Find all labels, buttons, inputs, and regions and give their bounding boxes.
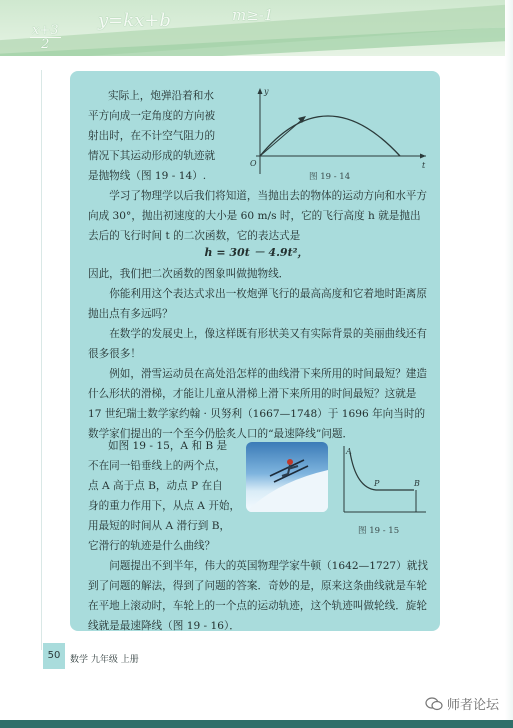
- equation-h: h = 30t － 4.9t²，: [204, 246, 309, 259]
- paragraph-newton: 问题提出不到半年，伟大的英国物理学家牛顿（1642—1727）就找到了问题的解法，得到了问题的答案．奇妙的是，原来这条曲线就是车轮在平地上滚动时，车轮上的一个点的运动轨迹，这个轨迹叫做轮线．旋轮线就是最速降线（图 19 - 16）．: [88, 560, 428, 632]
- fig14-y-label: y: [264, 87, 269, 96]
- paragraph-brachistochrone: 例如，滑雪运动员在高处沿怎样的曲线滑下来所用的时间最短？建造什么形状的滑梯，才能让儿童从滑梯上滑下来所用的时间最短？这就是 17 世纪瑞士数学家约翰 · 贝努利（1667—1748）于 1696 年向当时的数学家们提出的一个至今仍脍炙人口的“最速降线”问题．: [88, 368, 427, 440]
- fig14-launch-arrow: [260, 118, 304, 156]
- fig14-x-arrow: [420, 154, 426, 159]
- header-formula-inequality: m≥-1: [232, 6, 274, 24]
- watermark-text: 师者论坛: [447, 698, 500, 713]
- header-formula-fraction: [30, 24, 61, 51]
- intro-line-1: 实际上，炮弹沿着和水: [108, 90, 214, 102]
- skier-head: [287, 459, 293, 465]
- header-band: [0, 0, 513, 56]
- wechat-icon: [425, 697, 443, 711]
- fig14-caption: 图 19 - 14: [309, 172, 351, 182]
- header-formula-linear: y=kx+b: [98, 10, 171, 31]
- fig15-curve: [350, 452, 414, 490]
- fig14-x-label: t: [422, 161, 426, 170]
- fig15-label-b: B: [414, 479, 420, 488]
- intro-line-3: 射出时，在不计空气阻力的: [88, 130, 216, 142]
- skier-photo: [246, 442, 328, 512]
- figure-19-15: [336, 440, 436, 520]
- paragraph-beautiful-curves: 在数学的发展史上，像这样既有形状美又有实际背景的美丽曲线还有很多很多！: [88, 328, 427, 360]
- paragraph-physics: 学习了物理学以后我们将知道，当抛出去的物体的运动方向和水平方向成 30°，抛出初速度的大小是 60 m/s 时，它的飞行高度 h 就是抛出去后的飞行时间 t 的二次函数，它的表达式是: [88, 190, 427, 242]
- page-number: 50: [43, 643, 65, 669]
- fig14-parabola: [260, 116, 400, 156]
- intro-line-4: 情况下其运动形成的轨迹就: [88, 150, 216, 162]
- bottom-bar: [0, 720, 513, 728]
- paragraph-question: 你能利用这个表达式求出一枚炮弹飞行的最高高度和它着地时距离原抛出点有多远吗？: [88, 288, 427, 320]
- fraction-denominator: 2: [41, 37, 50, 52]
- fig15-text-line-1: 如图 19 - 15，A 和 B 是: [108, 440, 228, 452]
- figure-19-14: [246, 84, 431, 180]
- paragraph-parabola-def: 因此，我们把二次函数的图象叫做抛物线．: [88, 268, 290, 280]
- page-edge: [505, 0, 513, 728]
- fraction-numerator: x+3: [32, 23, 59, 38]
- fig15-caption: 图 19 - 15: [358, 526, 400, 536]
- intro-line-2: 平方向成一定角度的方向被: [88, 110, 216, 122]
- fig14-y-arrow: [258, 88, 263, 94]
- fig15-text-line-4: 身的重力作用下，从点 A 开始，: [88, 500, 241, 512]
- fig15-label-a: A: [346, 447, 352, 456]
- fig14-origin-label: O: [250, 159, 257, 168]
- fig15-label-p: P: [374, 479, 380, 488]
- skier-illustration: [246, 442, 328, 512]
- fig15-text-line-6: 它滑行的轨迹是什么曲线？: [88, 540, 216, 552]
- watermark: [425, 694, 499, 713]
- intro-line-5: 是抛物线（图 19 - 14）.: [88, 170, 207, 182]
- fig15-text-line-3: 点 A 高于点 B，动点 P 在自: [88, 480, 223, 492]
- book-title: 数学 九年级 上册: [70, 655, 139, 665]
- margin-rule: [41, 70, 42, 650]
- fig15-text-line-5: 用最短的时间从 A 滑行到 B，: [88, 520, 231, 532]
- fig15-text-line-2: 不在同一铅垂线上的两个点，: [88, 460, 226, 472]
